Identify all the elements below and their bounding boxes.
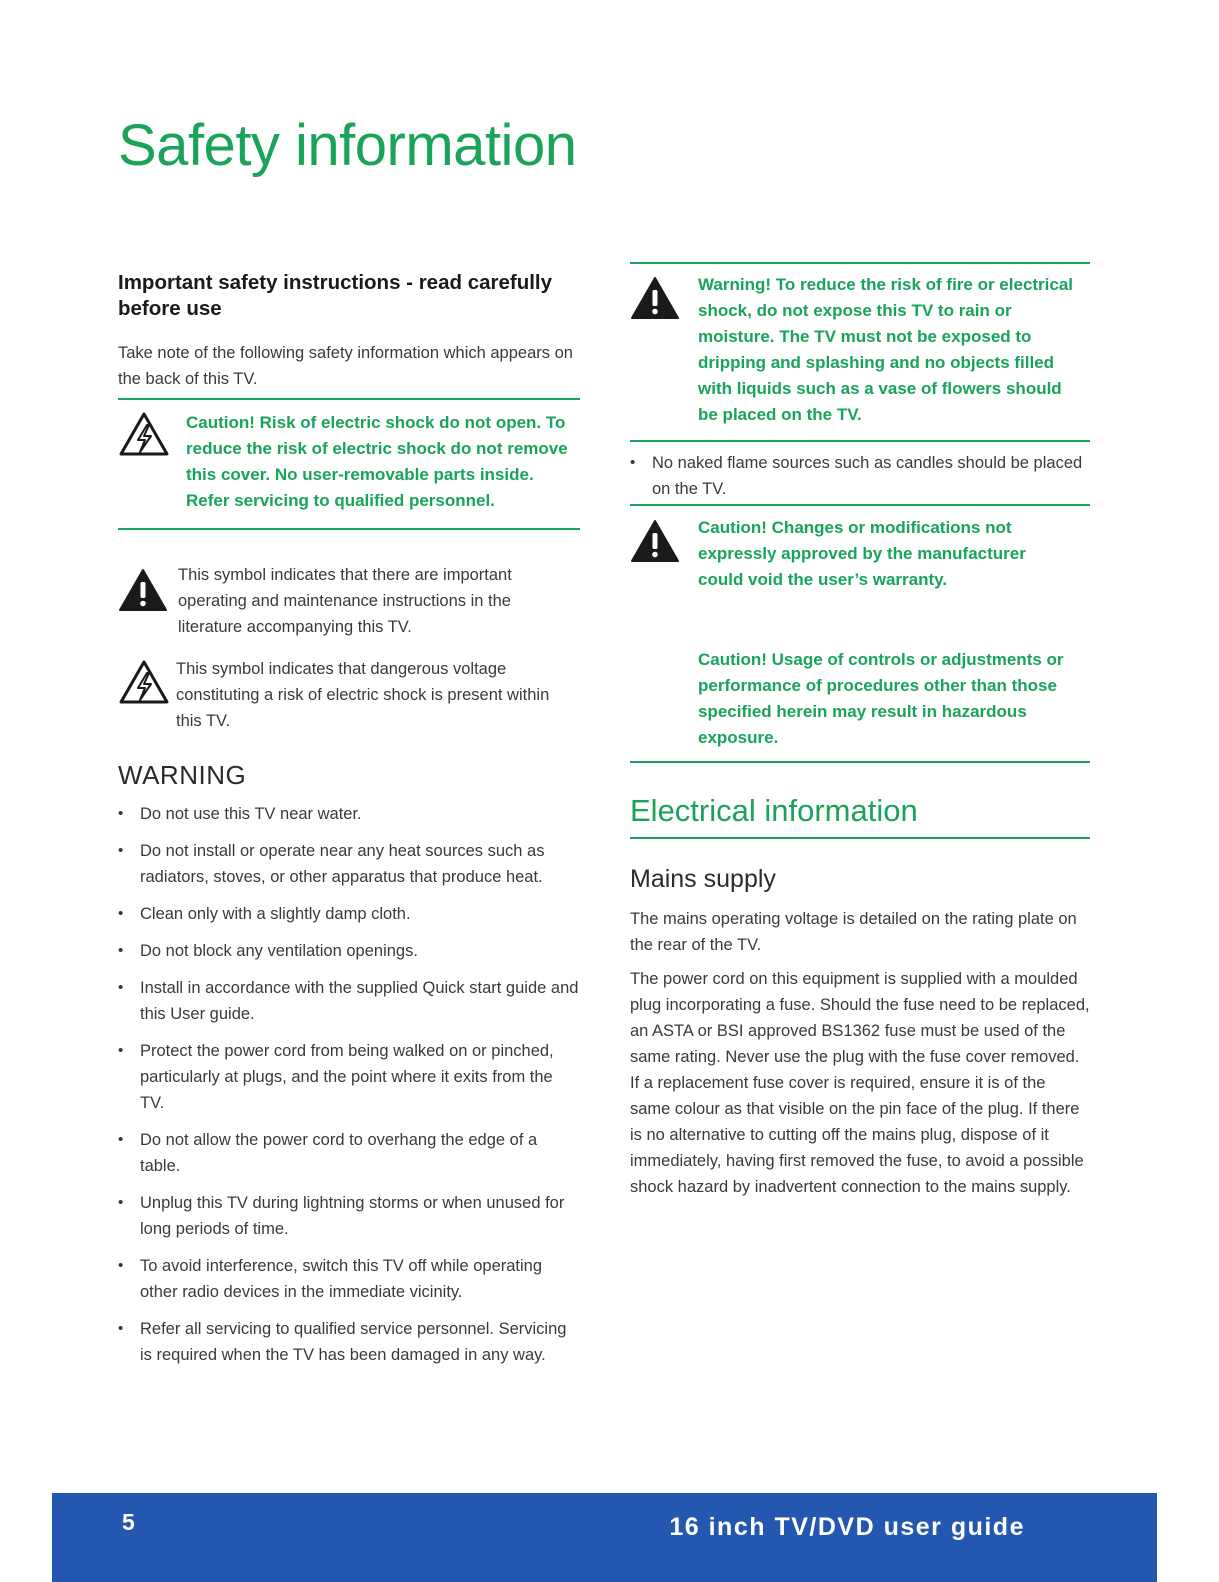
mains-text-2: The power cord on this equipment is supplied with a moulded plug incorporating a fuse. Should the fuse need to be replaced, an ASTA or BSI approved BS1362 fuse must be used of the same rating. Never use the plug with the fuse cover removed. If a replacement fuse cover is required, ensure it is of the same colour as that visible on the pin face of the plug. If there is no alternative to cutting off the mains plug, dispose of it immediately, having first removed the fuse, to avoid a possible shock hazard by inadvertent connection to the mains supply. (630, 970, 1090, 1196)
warning-heading: WARNING (118, 760, 247, 790)
caution-shock-box (118, 400, 580, 528)
list-item: • Install in accordance with the supplied Quick start guide and this User guide. (118, 975, 580, 1027)
list-item: • Refer all servicing to qualified service personnel. Servicing is required when the TV has been damaged in any way. (118, 1316, 580, 1368)
divider (630, 440, 1090, 442)
page-number: 5 (122, 1509, 135, 1535)
symbol-important-text: This symbol indicates that there are important operating and maintenance instructions in the literature accompanying this TV. (178, 566, 512, 636)
warning-fire-box (630, 264, 1090, 440)
important-heading: Important safety instructions - read carefully before use (118, 271, 553, 320)
caution-changes-text: Caution! Changes or modifications not expressly approved by the manufacturer could void the user’s warranty. (698, 518, 1026, 589)
exclamation-warning-icon (630, 272, 698, 325)
caution-shock-text: Caution! Risk of electric shock do not open. To reduce the risk of electric shock do not remove this cover. No user-removable parts inside. Refer servicing to qualified personnel. (186, 413, 568, 510)
symbol-important-row (118, 562, 580, 640)
list-item: • Do not use this TV near water. (118, 801, 580, 827)
footer-bar (52, 1493, 1157, 1582)
list-item: • Clean only with a slightly damp cloth. (118, 901, 580, 927)
mains-text-1: The mains operating voltage is detailed on the rating plate on the rear of the TV. (630, 910, 1077, 954)
warning-fire-text: Warning! To reduce the risk of fire or electrical shock, do not expose this TV to rain or moisture. The TV must not be exposed to dripping and splashing and no objects filled with liquids such as a vase of flowers should be placed on the TV. (698, 275, 1074, 424)
exclamation-warning-icon (118, 562, 178, 617)
exclamation-warning-icon (630, 515, 698, 568)
guide-name: 16 inch TV/DVD user guide (669, 1513, 1025, 1541)
right-column (630, 262, 1090, 1200)
list-item: • Unplug this TV during lightning storms or when unused for long periods of time. (118, 1190, 580, 1242)
intro-text: Take note of the following safety information which appears on the back of this TV. (118, 344, 573, 388)
flame-list (630, 450, 1090, 502)
left-column (118, 270, 580, 1379)
electrical-title: Electrical information (630, 793, 918, 828)
list-item: • To avoid interference, switch this TV off while operating other radio devices in the immediate vicinity. (118, 1253, 580, 1305)
lightning-warning-icon (118, 656, 176, 711)
lightning-warning-icon (118, 410, 186, 463)
list-item: • Do not install or operate near any heat sources such as radiators, stoves, or other apparatus that produce heat. (118, 838, 580, 890)
list-item: • No naked flame sources such as candles should be placed on the TV. (630, 450, 1090, 502)
list-item: • Do not allow the power cord to overhang the edge of a table. (118, 1127, 580, 1179)
caution-changes-box (630, 506, 1090, 605)
caution-controls-text: Caution! Usage of controls or adjustments or performance of procedures other than those specified herein may result in hazardous exposure. (698, 650, 1064, 747)
page-title: Safety information (118, 113, 577, 178)
symbol-voltage-text: This symbol indicates that dangerous voltage constituting a risk of electric shock is present within this TV. (176, 660, 550, 730)
warning-list (118, 801, 580, 1368)
symbol-voltage-row (118, 656, 580, 734)
divider (630, 761, 1090, 763)
list-item: • Do not block any ventilation openings. (118, 938, 580, 964)
list-item: • Protect the power cord from being walked on or pinched, particularly at plugs, and the point where it exits from the TV. (118, 1038, 580, 1116)
divider (118, 528, 580, 530)
mains-title: Mains supply (630, 865, 776, 893)
divider (630, 837, 1090, 839)
